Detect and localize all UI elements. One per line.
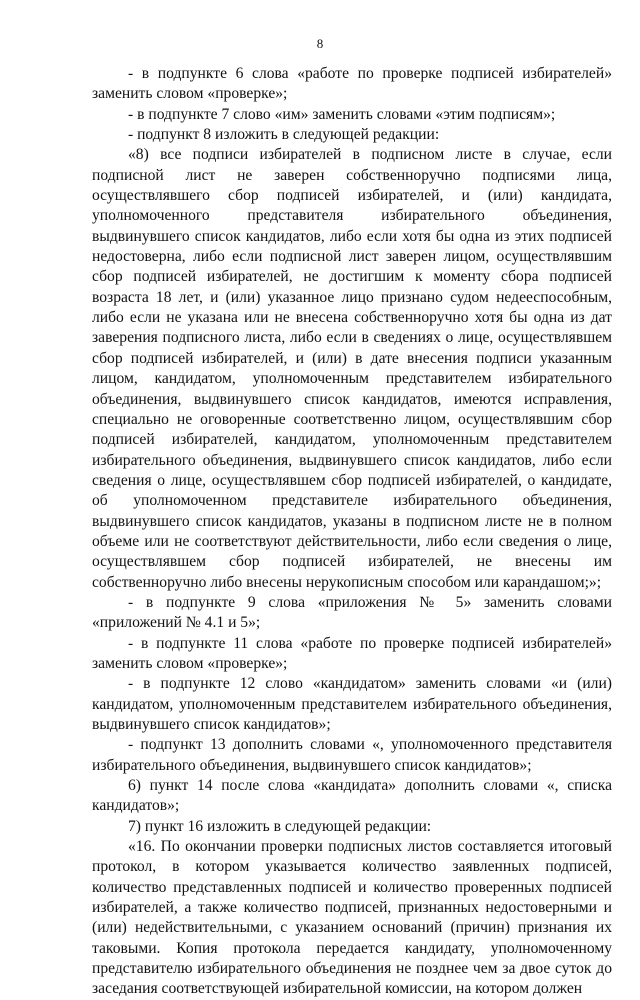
page-number: 8 <box>316 36 324 51</box>
document-body <box>92 64 612 1000</box>
paragraph-subpoint-8-intro: - подпункт 8 изложить в следующей редакции: <box>128 126 440 144</box>
paragraph-subpoint-11: - в подпункте 11 слова «работе по проверке подписей избирателей» заменить словом «проверке»; <box>92 634 612 672</box>
paragraph-subpoint-7: - в подпункте 7 слово «им» заменить словами «этим подписям»; <box>128 105 556 123</box>
paragraph-subpoint-9: - в подпункте 9 слова «приложения № 5» заменить словами «приложений № 4.1 и 5»; <box>92 593 612 632</box>
paragraph-subpoint-12: - в подпункте 12 слово «кандидатом» заменить словами «и (или) кандидатом, уполномоченным представителем избирательного объединения, выдвинувшего список кандидатов»; <box>92 675 612 733</box>
paragraph-subpoint-8-text: «8) все подписи избирателей в подписном листе в случае, если подписной лист не заверен собственноручно подписями лица, осуществлявшего сбор подписей избирателей, и (или) кандидата, уполномоченного представителя избирательного объединения, выдвинувшего список кандидатов, либо если хотя бы одна из этих подписей недостоверна, либо если подписной лист заверен лицом, осуществлявшим сбор подписей избирателей, не достигшим к моменту сбора подписей возраста 18 лет, и (или) указанное лицо признано судом недееспособным, либо если не указана или не внесена собственноручно хотя бы одна из дат заверения подписного листа, либо если в сведениях о лице, осуществлявшем сбор подписей избирателей, и (или) в дате внесения подписи указанным лицом, кандидатом, уполномоченным представителем избирательного объединения, выдвинувшего список кандидатов, имеются исправления, специально не оговоренные соответственно лицом, осуществлявшим сбор подписей избирателей, кандидатом, уполномоченным представителем избирательного объединения, выдвинувшего список кандидатов, либо если сведения о лице, осуществлявшем сбор подписей избирателей, о кандидате, об уполномоченном представителе избирательного объединения, выдвинувшего список кандидатов, указаны в подписном листе не в полном объеме или не соответствуют действительности, либо если сведения о лице, осуществлявшем сбор подписей избирателей, не внесены им собственноручно либо внесены нерукописным способом или карандашом;»; <box>92 146 612 591</box>
paragraph-subpoint-13: - подпункт 13 дополнить словами «, уполномоченного представителя избирательного объединения, выдвинувшего список кандидатов»; <box>92 736 612 774</box>
paragraph-subpoint-6: - в подпункте 6 слова «работе по проверке подписей избирателей» заменить словом «проверке»; <box>92 65 612 103</box>
paragraph-point-16-text: «16. По окончании проверки подписных листов составляется итоговый протокол, в котором указывается количество заявленных подписей, количество представленных подписей и количество проверенных подписей избирателей, а также количество подписей, признанных недостоверными и (или) недействительными, с указанием оснований (причин) признания их таковыми. Копия протокола передается кандидату, уполномоченному представителю избирательного объединения не позднее чем за двое суток до заседания соответствующей избирательной комиссии, на котором должен <box>92 838 612 998</box>
paragraph-point-14: 6) пункт 14 после слова «кандидата» дополнить словами «, списка кандидатов»; <box>92 777 612 815</box>
paragraph-point-16-intro: 7) пункт 16 изложить в следующей редакции: <box>128 817 432 835</box>
